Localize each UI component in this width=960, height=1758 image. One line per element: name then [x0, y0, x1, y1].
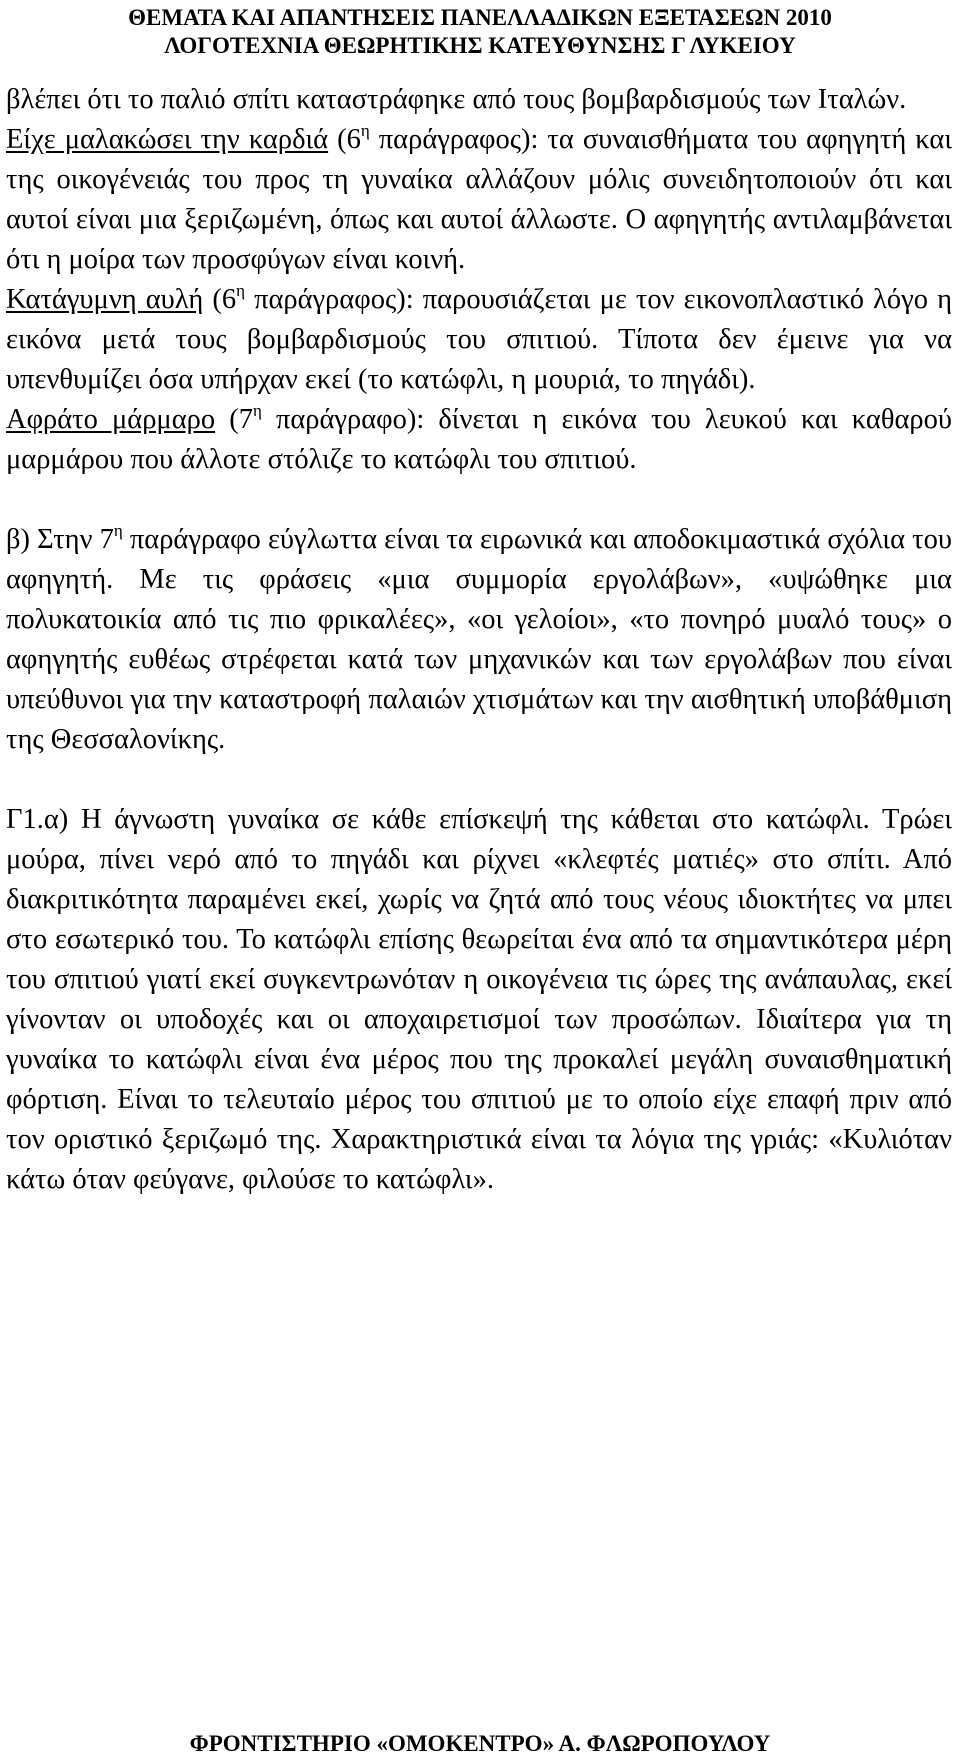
- quoted-term: Αφράτο μάρμαρο: [6, 404, 216, 435]
- paragraph-continuation: [6, 80, 952, 120]
- header-line-exam-title: ΘΕΜΑΤΑ ΚΑΙ ΑΠΑΝΤΗΣΕΙΣ ΠΑΝΕΛΛΑΔΙΚΩΝ ΕΞΕΤΑΣΕΩΝ 2010: [128, 5, 832, 30]
- paragraph-reference: (6: [203, 284, 237, 315]
- paragraph-text: παράγραφος): παρουσιάζεται με τον εικονοπλαστικό λόγο η εικόνα μετά τους βομβαρδισμούς του σπιτιού. Τίποτα δεν έμεινε για να υπενθυμίζει όσα υπήρχαν εκεί (το κατώφλι, η μουριά, το πηγάδι).: [6, 284, 952, 395]
- answer-g1-alpha: [6, 800, 952, 1200]
- document-body: [6, 80, 952, 1200]
- paragraph-text: παράγραφος): τα συναισθήματα του αφηγητή και της οικογένειάς του προς τη γυναίκα αλλάζουν μόλις συνειδητοποιούν ότι και αυτοί είναι μια ξεριζωμένη, όπως και αυτοί άλλωστε. Ο αφηγητής αντιλαμβάνεται ότι η μοίρα των προσφύγων είναι κοινή.: [6, 124, 952, 275]
- ordinal-superscript: η: [236, 280, 245, 300]
- paragraph-reference: (6: [328, 124, 361, 155]
- answer-beta: [6, 520, 952, 760]
- paragraph-spacer: [6, 480, 952, 520]
- quoted-term: Είχε μαλακώσει την καρδιά: [6, 124, 329, 155]
- paragraph-text: Γ1.α) Η άγνωστη γυναίκα σε κάθε επίσκεψή της κάθεται στο κατώφλι. Τρώει μούρα, πίνει νερό από το πηγάδι και ρίχνει «κλεφτές ματιές» στο σπίτι. Από διακριτικότητα παραμένει εκεί, χωρίς να ζητά από τους νέους ιδιοκτήτες να μπει στο εσωτερικό του. Το κατώφλι επίσης θεωρείται ένα από τα σημαντικότερα μέρη του σπιτιού γιατί εκεί συγκεντρωνόταν η οικογένεια τις ώρες της ανάπαυλας, εκεί γίνονταν οι υποδοχές και οι αποχαιρετισμοί των προσώπων. Ιδιαίτερα για τη γυναίκα το κατώφλι είναι ένα μέρος που της προκαλεί μεγάλη συναισθηματική φόρτιση. Είναι το τελευταίο μέρος του σπιτιού με το οποίο είχε επαφή πριν από τον οριστικό ξεριζωμό της. Χαρακτηριστικά είναι τα λόγια της γριάς: «Κυλιόταν κάτω όταν φεύγανε, φιλούσε το κατώφλι».: [6, 804, 952, 1195]
- paragraph-bare-yard: [6, 280, 952, 400]
- ordinal-superscript: η: [252, 400, 262, 420]
- paragraph-softened-heart: [6, 120, 952, 280]
- page-header: [0, 4, 960, 60]
- quoted-term: Κατάγυμνη αυλή: [6, 284, 204, 315]
- ordinal-superscript: η: [360, 120, 370, 140]
- paragraph-spacer: [6, 760, 952, 800]
- paragraph-text: βλέπει ότι το παλιό σπίτι καταστράφηκε από τους βομβαρδισμούς των Ιταλών.: [6, 84, 907, 115]
- page-footer: ΦΡΟΝΤΙΣΤΗΡΙΟ «ΟΜΟΚΕΝΤΡΟ» Α. ΦΛΩΡΟΠΟΥΛΟΥ: [189, 1731, 771, 1756]
- paragraph-text: παράγραφο): δίνεται η εικόνα του λευκού και καθαρού μαρμάρου που άλλοτε στόλιζε το κατώφλι του σπιτιού.: [6, 404, 952, 475]
- ordinal-superscript: η: [113, 520, 123, 540]
- answer-label: β) Στην 7: [6, 524, 114, 555]
- header-line-subject: ΛΟΓΟΤΕΧΝΙΑ ΘΕΩΡΗΤΙΚΗΣ ΚΑΤΕΥΘΥΝΣΗΣ Γ ΛΥΚΕΙΟΥ: [164, 33, 796, 58]
- paragraph-text: παράγραφο εύγλωττα είναι τα ειρωνικά και αποδοκιμαστικά σχόλια του αφηγητή. Με τις φράσεις «μια συμμορία εργολάβων», «υψώθηκε μια πολυκατοικία από τις πιο φρικαλέες», «οι γελοίοι», «το πονηρό μυαλό τους» ο αφηγητής ευθέως στρέφεται κατά των μηχανικών και των εργολάβων που είναι υπεύθυνοι για την καταστροφή παλαιών χτισμάτων και την αισθητική υποβάθμιση της Θεσσαλονίκης.: [6, 524, 952, 755]
- paragraph-reference: (7: [215, 404, 253, 435]
- paragraph-fluffy-marble: [6, 400, 952, 480]
